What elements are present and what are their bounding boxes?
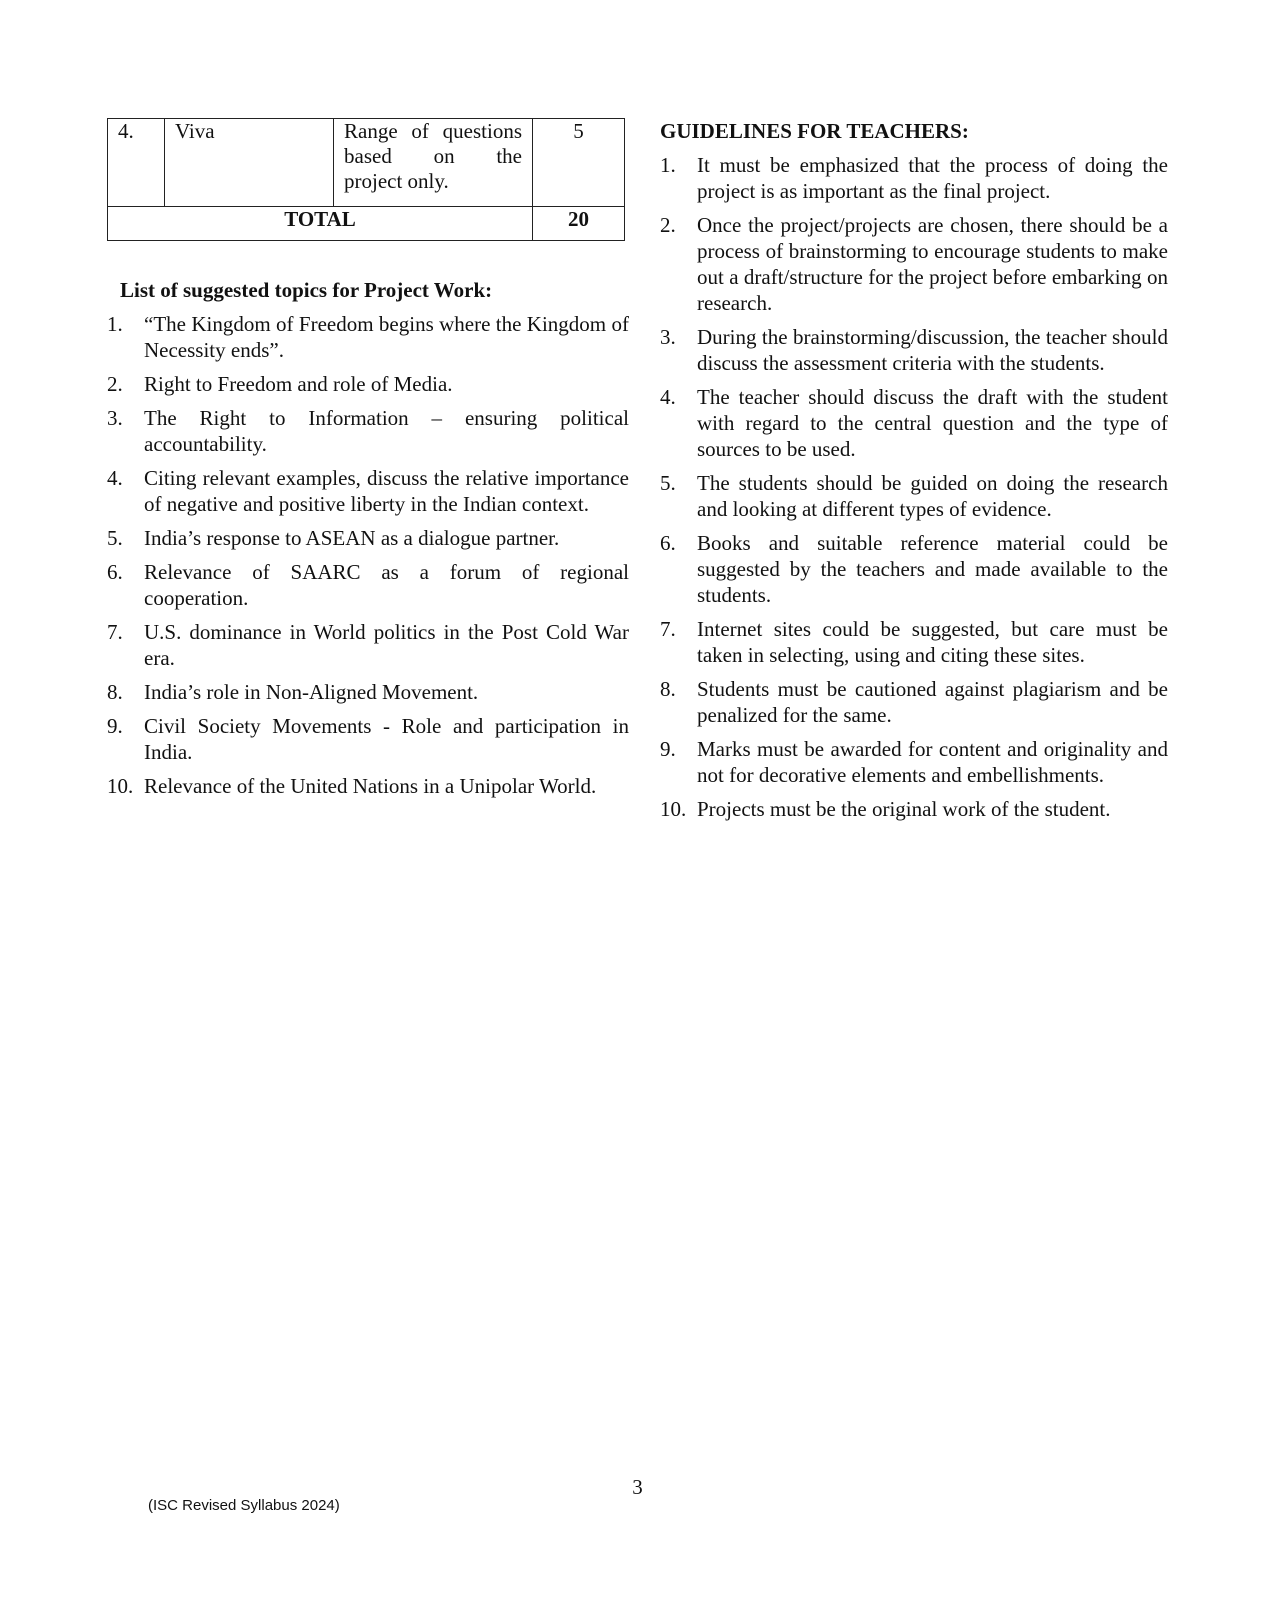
- list-item-number: 10.: [660, 797, 687, 821]
- guideline-item: [660, 384, 1168, 462]
- list-item-number: 1.: [107, 312, 123, 336]
- list-item-text: It must be emphasized that the process of doing the project is as important as the final project.: [697, 153, 1168, 203]
- list-item-number: 9.: [107, 714, 123, 738]
- topic-item: [107, 525, 629, 551]
- list-item-text: Internet sites could be suggested, but care must be taken in selecting, using and citing these sites.: [697, 617, 1168, 667]
- list-item-number: 2.: [107, 372, 123, 396]
- row-description: [334, 119, 533, 207]
- list-item-number: 8.: [107, 680, 123, 704]
- list-item-number: 6.: [660, 531, 676, 555]
- page-number: 3: [632, 1475, 643, 1499]
- description-line: Range of questions: [344, 119, 522, 143]
- guideline-item: [660, 616, 1168, 668]
- topic-item: [107, 679, 629, 705]
- topic-item: [107, 619, 629, 671]
- list-item-text: The Right to Information – ensuring political accountability.: [144, 406, 629, 456]
- list-item-text: “The Kingdom of Freedom begins where the Kingdom of Necessity ends”.: [144, 312, 629, 362]
- list-item-number: 5.: [107, 526, 123, 550]
- guideline-item: [660, 470, 1168, 522]
- guideline-item: [660, 324, 1168, 376]
- row-number: 4.: [108, 119, 165, 207]
- list-item-number: 3.: [660, 325, 676, 349]
- total-label: TOTAL: [108, 207, 533, 241]
- total-row: [108, 207, 625, 241]
- list-item-text: Once the project/projects are chosen, there should be a process of brainstorming to encourage students to make out a draft/structure for the project before embarking on research.: [697, 213, 1168, 315]
- list-item-number: 5.: [660, 471, 676, 495]
- guidelines-title: GUIDELINES FOR TEACHERS:: [660, 119, 969, 143]
- list-item-number: 3.: [107, 406, 123, 430]
- list-item-number: 9.: [660, 737, 676, 761]
- topic-item: [107, 311, 629, 363]
- topic-item: [107, 773, 629, 799]
- list-item-text: Marks must be awarded for content and originality and not for decorative elements and embellishments.: [697, 737, 1168, 787]
- list-item-text: Students must be cautioned against plagiarism and be penalized for the same.: [697, 677, 1168, 727]
- list-item-text: The students should be guided on doing the research and looking at different types of evidence.: [697, 471, 1168, 521]
- list-item-text: Projects must be the original work of the student.: [697, 797, 1111, 821]
- list-item-number: 4.: [660, 385, 676, 409]
- list-item-text: India’s response to ASEAN as a dialogue partner.: [144, 526, 560, 550]
- topic-item: [107, 405, 629, 457]
- guideline-item: [660, 212, 1168, 316]
- row-marks: 5: [533, 119, 625, 207]
- list-item-number: 4.: [107, 466, 123, 490]
- topic-item: [107, 371, 629, 397]
- description-line: based on the: [344, 144, 522, 168]
- guideline-item: [660, 796, 1168, 822]
- marks-table: [107, 118, 625, 241]
- topic-item: [107, 465, 629, 517]
- topics-title: List of suggested topics for Project Work:: [120, 278, 493, 302]
- row-item: Viva: [165, 119, 334, 207]
- list-item-text: U.S. dominance in World politics in the Post Cold War era.: [144, 620, 629, 670]
- topic-item: [107, 713, 629, 765]
- guideline-item: [660, 676, 1168, 728]
- list-item-text: The teacher should discuss the draft with the student with regard to the central question and the type of sources to be used.: [697, 385, 1168, 461]
- footer-note: (ISC Revised Syllabus 2024): [148, 1497, 340, 1514]
- description-line: project only.: [344, 169, 449, 193]
- table-row: [108, 119, 625, 207]
- list-item-number: 8.: [660, 677, 676, 701]
- topic-item: [107, 559, 629, 611]
- list-item-text: Relevance of SAARC as a forum of regional cooperation.: [144, 560, 629, 610]
- list-item-number: 10.: [107, 774, 134, 798]
- total-marks: 20: [533, 207, 625, 241]
- guideline-item: [660, 530, 1168, 608]
- list-item-number: 1.: [660, 153, 676, 177]
- guideline-item: [660, 152, 1168, 204]
- right-column: [660, 118, 1168, 830]
- list-item-text: Right to Freedom and role of Media.: [144, 372, 453, 396]
- list-item-number: 6.: [107, 560, 123, 584]
- list-item-text: Citing relevant examples, discuss the relative importance of negative and positive liberty in the Indian context.: [144, 466, 629, 516]
- list-item-number: 7.: [107, 620, 123, 644]
- list-item-text: Relevance of the United Nations in a Unipolar World.: [144, 774, 597, 798]
- list-item-text: Books and suitable reference material could be suggested by the teachers and made available to the students.: [697, 531, 1168, 607]
- left-column: [107, 118, 629, 807]
- guidelines-list: [660, 152, 1168, 822]
- topics-list: [107, 311, 629, 799]
- list-item-text: During the brainstorming/discussion, the teacher should discuss the assessment criteria with the students.: [697, 325, 1168, 375]
- list-item-text: India’s role in Non-Aligned Movement.: [144, 680, 479, 704]
- list-item-text: Civil Society Movements - Role and participation in India.: [144, 714, 629, 764]
- list-item-number: 2.: [660, 213, 676, 237]
- guideline-item: [660, 736, 1168, 788]
- list-item-number: 7.: [660, 617, 676, 641]
